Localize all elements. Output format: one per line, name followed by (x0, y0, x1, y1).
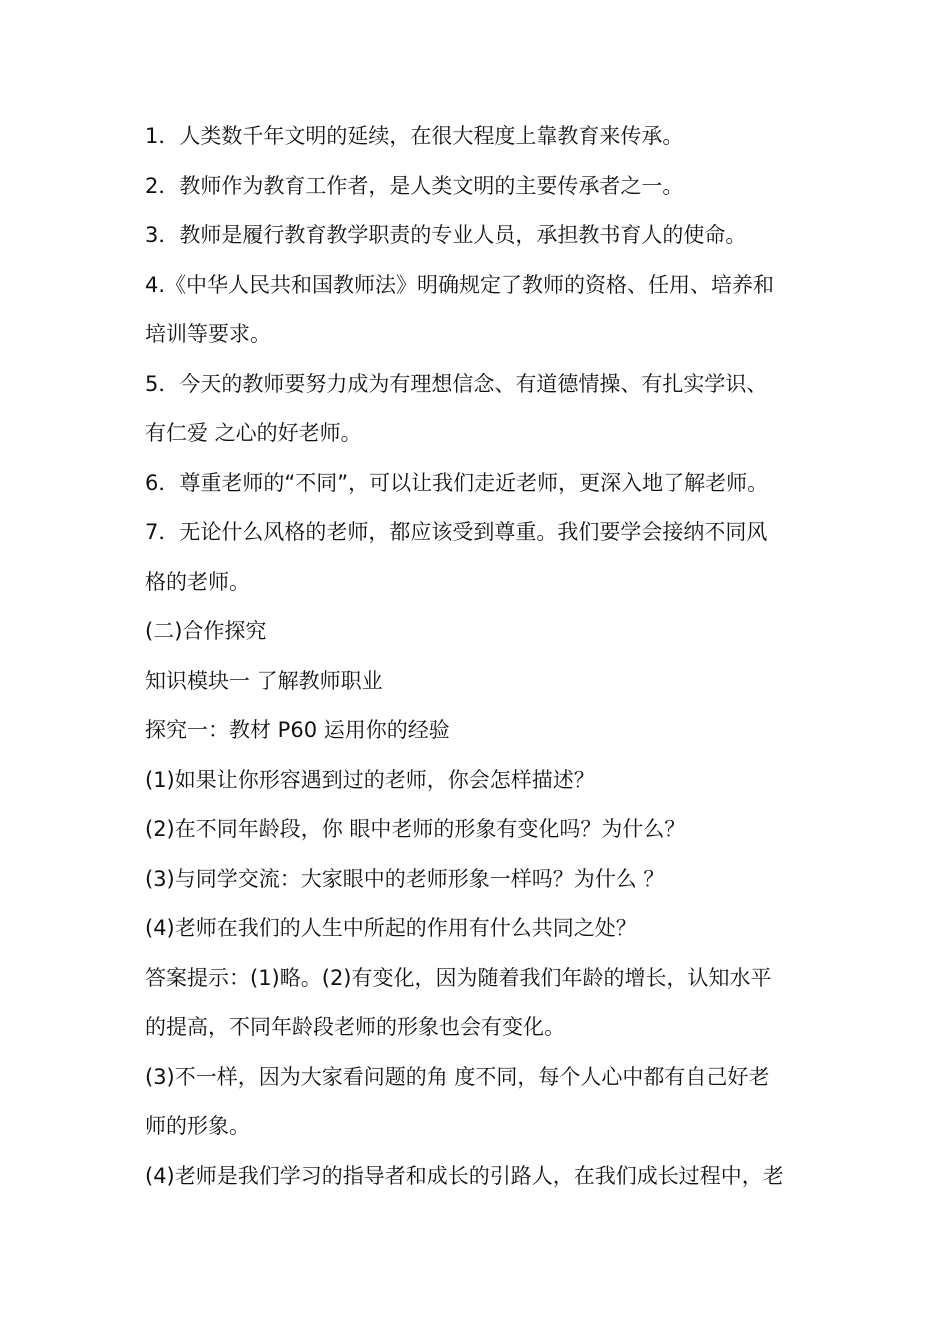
answer-line-1: 答案提示：(1)略。(2)有变化，因为随着我们年龄的增长，认知水平 (145, 965, 772, 990)
document-body (145, 112, 815, 1201)
text-line-3: 3．教师是履行教育教学职责的专业人员，承担教书育人的使命。 (145, 223, 747, 247)
text-line-8: 6．尊重老师的“不同”，可以让我们走近老师，更深入地了解老师。 (145, 470, 769, 495)
text-line-10: 格的老师。 (145, 569, 250, 594)
answer-line-3: (3)不一样，因为大家看问题的角 度不同，每个人心中都有自己好老 (145, 1064, 770, 1089)
text-line-9: 7．无论什么风格的老师，都应该受到尊重。我们要学会接纳不同风 (145, 520, 768, 544)
answer-line-5: (4)老师是我们学习的指导者和成长的引路人，在我们成长过程中，老 (145, 1163, 784, 1188)
answer-line-2: 的提高，不同年龄段老师的形象也会有变化。 (145, 1015, 565, 1039)
text-line-7: 有仁爱 之心的好老师。 (145, 421, 362, 445)
module-heading: 知识模块一 了解教师职业 (145, 668, 383, 693)
exploration-heading: 探究一：教材 P60 运用你的经验 (145, 718, 450, 742)
text-line-5: 培训等要求。 (145, 322, 271, 346)
question-4: (4)老师在我们的人生中所起的作用有什么共同之处？ (145, 916, 637, 940)
question-1: (1)如果让你形容遇到过的老师，你会怎样描述？ (145, 767, 595, 792)
text-line-4: 4.《中华人民共和国教师法》明确规定了教师的资格、任用、培养和 (145, 272, 775, 297)
question-3: (3)与同学交流：大家眼中的老师形象一样吗？为什么 ？ (145, 866, 665, 891)
answer-line-4: 师的形象。 (145, 1114, 250, 1138)
question-2: (2)在不同年龄段，你 眼中老师的形象有变化吗？为什么？ (145, 817, 686, 841)
section-heading: (二)合作探究 (145, 619, 267, 643)
text-line-6: 5．今天的教师要努力成为有理想信念、有道德情操、有扎实学识、 (145, 371, 768, 396)
text-line-1: 1．人类数千年文明的延续，在很大程度上靠教育来传承。 (145, 124, 684, 148)
text-line-2: 2．教师作为教育工作者，是人类文明的主要传承者之一。 (145, 173, 684, 198)
